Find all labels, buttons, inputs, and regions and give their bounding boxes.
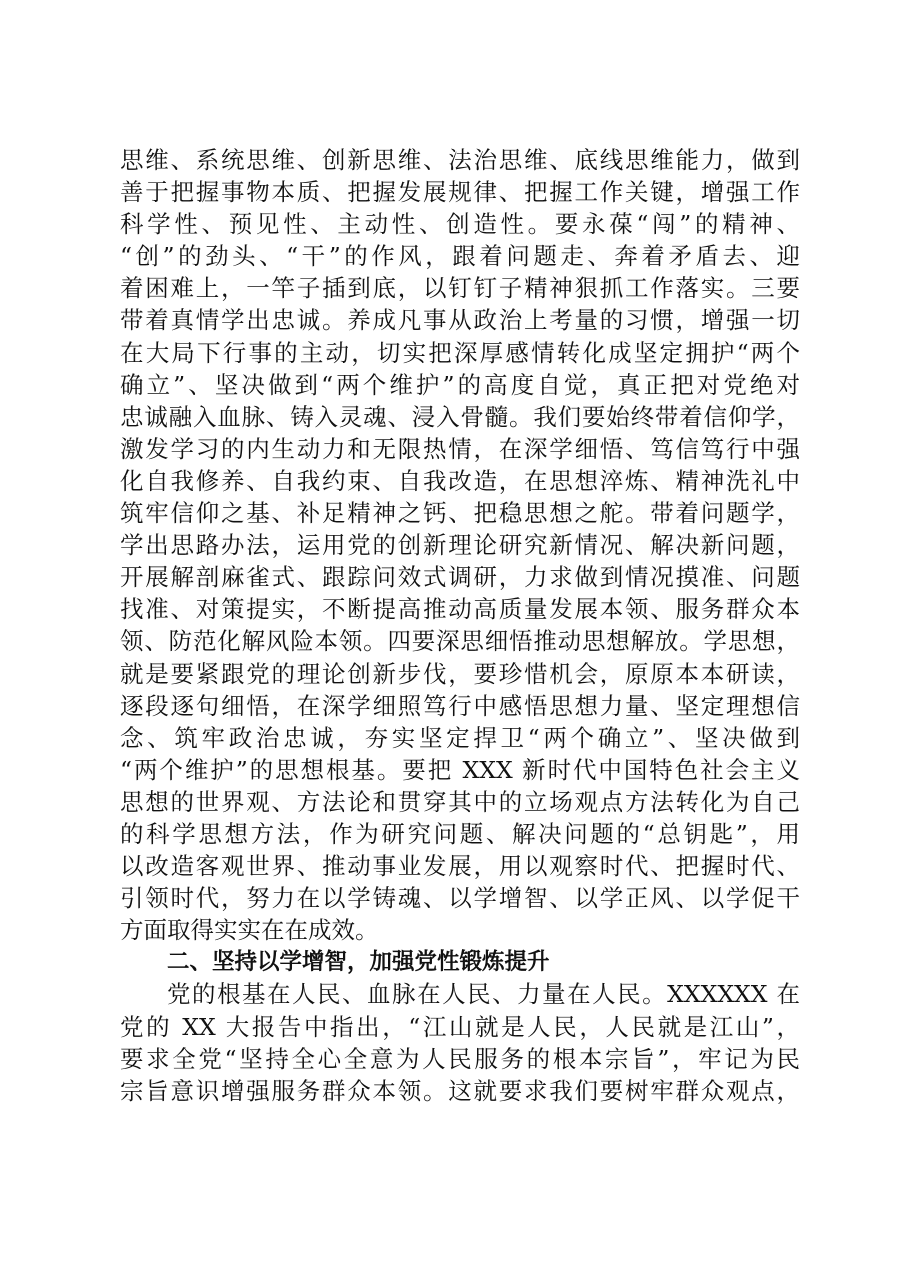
paragraph-line: 思维、系统思维、创新思维、法治思维、底线思维能力，做到 bbox=[120, 146, 800, 174]
paragraph-line: 宗旨意识增强服务群众本领。这就要求我们要树牢群众观点， bbox=[120, 1076, 800, 1105]
paragraph-line: 化自我修养、自我约束、自我改造，在思想淬炼、精神洗礼中 bbox=[120, 466, 800, 495]
paragraph-line: “两个维护”的思想根基。要把 XXX 新时代中国特色社会主义 bbox=[120, 755, 800, 784]
paragraph-line: 党的根基在人民、血脉在人民、力量在人民。XXXXXX 在 bbox=[167, 980, 800, 1009]
paragraph-line: 激发学习的内生动力和无限热情，在深学细悟、笃信笃行中强 bbox=[120, 434, 800, 463]
paragraph-line: 着困难上，一竿子插到底，以钉钉子精神狠抓工作落实。三要 bbox=[120, 274, 800, 303]
paragraph-line: 方面取得实实在在成效。 bbox=[120, 916, 379, 945]
paragraph-line: 带着真情学出忠诚。养成凡事从政治上考量的习惯，增强一切 bbox=[120, 306, 800, 335]
paragraph-line: 思想的世界观、方法论和贯穿其中的立场观点方法转化为自己 bbox=[120, 787, 800, 816]
paragraph-line: 就是要紧跟党的理论创新步伐，要珍惜机会，原原本本研读， bbox=[120, 659, 800, 688]
paragraph-line: 念、筑牢政治忠诚，夯实坚定捍卫“两个确立”、坚决做到 bbox=[120, 723, 800, 752]
paragraph-line: 要求全党“坚持全心全意为人民服务的根本宗旨”，牢记为民 bbox=[120, 1044, 800, 1073]
paragraph-line: 的科学思想方法，作为研究问题、解决问题的“总钥匙”，用 bbox=[120, 819, 800, 848]
paragraph-line: 科学性、预见性、主动性、创造性。要永葆“闯”的精神、 bbox=[120, 210, 800, 239]
paragraph-line: 开展解剖麻雀式、跟踪问效式调研，力求做到情况摸准、问题 bbox=[120, 563, 800, 592]
paragraph-line: 忠诚融入血脉、铸入灵魂、浸入骨髓。我们要始终带着信仰学， bbox=[120, 402, 800, 431]
paragraph-line: 善于把握事物本质、把握发展规律、把握工作关键，增强工作 bbox=[120, 178, 800, 207]
section-heading: 二、坚持以学增智，加强党性锻炼提升 bbox=[167, 949, 550, 976]
paragraph-line: 领、防范化解风险本领。四要深思细悟推动思想解放。学思想， bbox=[120, 627, 800, 656]
paragraph-line: 筑牢信仰之基、补足精神之钙、把稳思想之舵。带着问题学， bbox=[120, 499, 800, 528]
paragraph-line: 逐段逐句细悟，在深学细照笃行中感悟思想力量、坚定理想信 bbox=[120, 691, 800, 720]
paragraph-line: 党的 XX 大报告中指出，“江山就是人民，人民就是江山”， bbox=[120, 1012, 800, 1041]
paragraph-line: 引领时代，努力在以学铸魂、以学增智、以学正风、以学促干 bbox=[120, 884, 800, 913]
paragraph-line: 学出思路办法，运用党的创新理论研究新情况、解决新问题， bbox=[120, 531, 800, 560]
paragraph-line: 以改造客观世界、推动事业发展，用以观察时代、把握时代、 bbox=[120, 852, 800, 881]
paragraph-line: 找准、对策提实，不断提高推动高质量发展本领、服务群众本 bbox=[120, 595, 800, 624]
paragraph-line: 在大局下行事的主动，切实把深厚感情转化成坚定拥护“两个 bbox=[120, 338, 800, 367]
body-text bbox=[120, 144, 800, 1107]
paragraph-line: “创”的劲头、“干”的作风，跟着问题走、奔着矛盾去、迎 bbox=[120, 242, 800, 271]
paragraph-line: 确立”、坚决做到“两个维护”的高度自觉，真正把对党绝对 bbox=[120, 370, 800, 399]
